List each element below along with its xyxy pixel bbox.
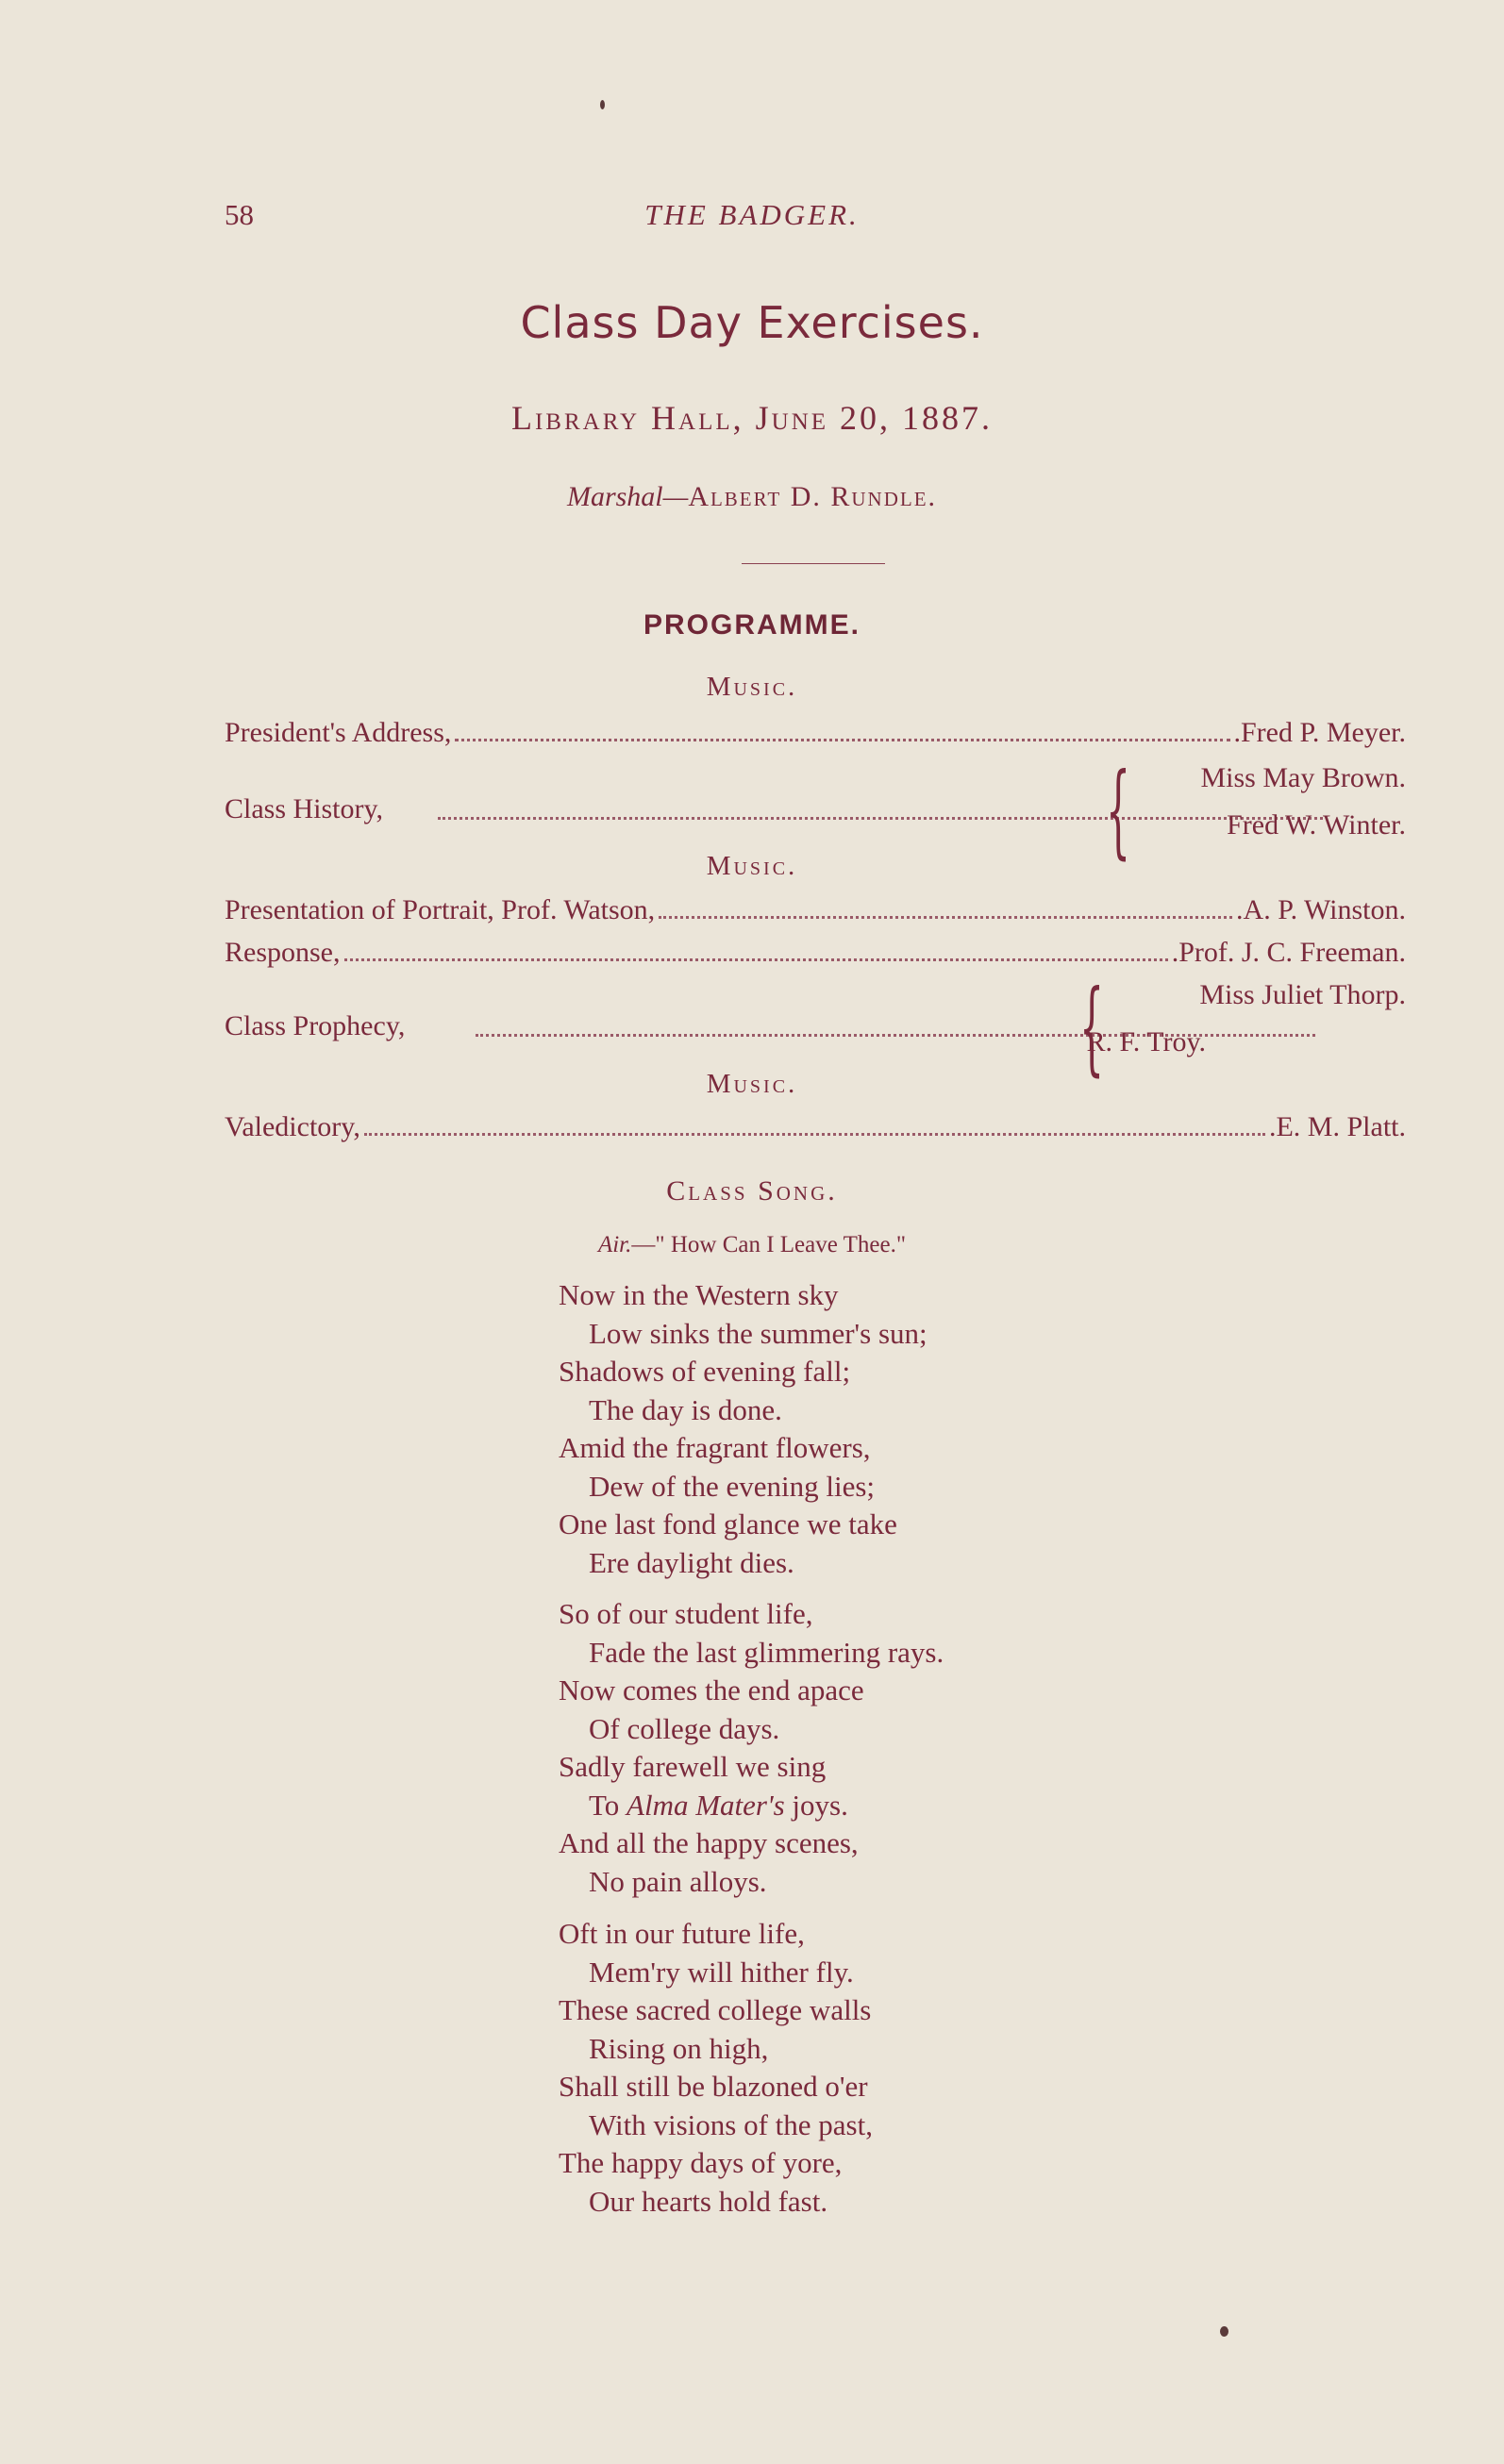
verse-line: The day is done. [589, 1392, 782, 1426]
programme-item-label: Class Prophecy, [225, 1010, 406, 1041]
dot-leader [659, 916, 1232, 919]
verse-line: Dew of the evening lies; [589, 1469, 876, 1503]
verse-line: Rising on high, [589, 2031, 769, 2065]
programme-item-speaker: .Fred P. Meyer. [1233, 717, 1406, 748]
verse-line: Sadly farewell we sing [559, 1750, 827, 1783]
programme-item-label: Response, [225, 937, 341, 968]
programme-item-label: Class History, [225, 793, 384, 824]
verse-line: Shall still be blazoned o'er [559, 2070, 868, 2103]
verse-line: Shadows of evening fall; [559, 1355, 851, 1388]
dot-leader [455, 739, 1229, 741]
page-number: 58 [225, 198, 254, 231]
venue-line: Library Hall, June 20, 1887. [510, 399, 994, 437]
verse-line: Oft in our future life, [559, 1917, 805, 1950]
song-stanza [559, 1276, 927, 1582]
verse-line: Fade the last glimmering rays. [589, 1635, 944, 1669]
programme-item-valedictory [225, 1111, 1406, 1143]
programme-item-speaker: .A. P. Winston. [1236, 894, 1406, 925]
ink-speck [1220, 2326, 1228, 2337]
marshal-name: Albert D. Rundle. [688, 481, 938, 512]
programme-item-speaker: .E. M. Platt. [1268, 1111, 1406, 1142]
marshal-label: Marshal— [566, 481, 689, 512]
running-title: THE BADGER. [644, 198, 860, 231]
programme-item-response [225, 937, 1406, 969]
verse-line: The happy days of yore, [559, 2146, 843, 2179]
verse-line: Mem'ry will hither fly. [589, 1955, 854, 1989]
air-text: —" How Can I Leave Thee." [631, 1232, 907, 1257]
programme-heading: PROGRAMME. [643, 609, 861, 641]
programme-item-presentation [225, 894, 1406, 926]
programme-item-speaker: Miss Juliet Thorp. [1199, 979, 1406, 1010]
programme-item-speaker: .Prof. J. C. Freeman. [1171, 937, 1406, 968]
dot-leader [364, 1133, 1265, 1136]
verse-line: So of our student life, [559, 1597, 813, 1630]
verse-line: Now comes the end apace [559, 1673, 864, 1706]
programme-item-speaker: Fred W. Winter. [1227, 809, 1406, 841]
air-label: Air. [597, 1232, 632, 1257]
verse-line: Low sinks the summer's sun; [589, 1316, 927, 1350]
divider-rule [742, 563, 885, 564]
dot-leader [344, 958, 1168, 961]
ink-speck [600, 100, 605, 109]
programme-item-speaker: Miss May Brown. [1200, 762, 1406, 793]
verse-line: No pain alloys. [589, 1864, 767, 1898]
programme-item-presidents-address [225, 717, 1406, 749]
programme-item-label: President's Address, [225, 717, 452, 748]
music-label: Music. [706, 1069, 798, 1099]
dot-leader [438, 817, 1323, 820]
marshal-line [0, 481, 1504, 513]
programme-item-speaker: R. F. Troy. [1086, 1026, 1206, 1057]
brace-symbol: { [1106, 752, 1131, 870]
verse-line: To Alma Mater's joys. [589, 1788, 848, 1822]
programme-item-label: Presentation of Portrait, Prof. Watson, [225, 894, 656, 925]
air-line [0, 1232, 1504, 1258]
verse-line: Our hearts hold fast. [589, 2184, 828, 2218]
music-label: Music. [706, 672, 798, 702]
verse-line: And all the happy scenes, [559, 1826, 859, 1859]
programme-item-label: Valedictory, [225, 1111, 360, 1142]
verse-line: Now in the Western sky [559, 1278, 839, 1311]
verse-line: One last fond glance we take [559, 1507, 897, 1540]
italic-phrase: Alma Mater's [627, 1788, 785, 1822]
page-title: Class Day Exercises. [520, 297, 984, 348]
song-stanza [559, 1595, 944, 1901]
class-song-title: Class Song. [666, 1175, 838, 1207]
verse-line: Amid the fragrant flowers, [559, 1431, 871, 1464]
song-stanza [559, 1915, 873, 2221]
verse-line: These sacred college walls [559, 1993, 872, 2026]
verse-line: Of college days. [589, 1711, 780, 1745]
verse-line: Ere daylight dies. [589, 1545, 794, 1579]
brace-symbol: { [1079, 969, 1105, 1087]
music-label: Music. [706, 851, 798, 881]
verse-line: With visions of the past, [589, 2107, 873, 2141]
